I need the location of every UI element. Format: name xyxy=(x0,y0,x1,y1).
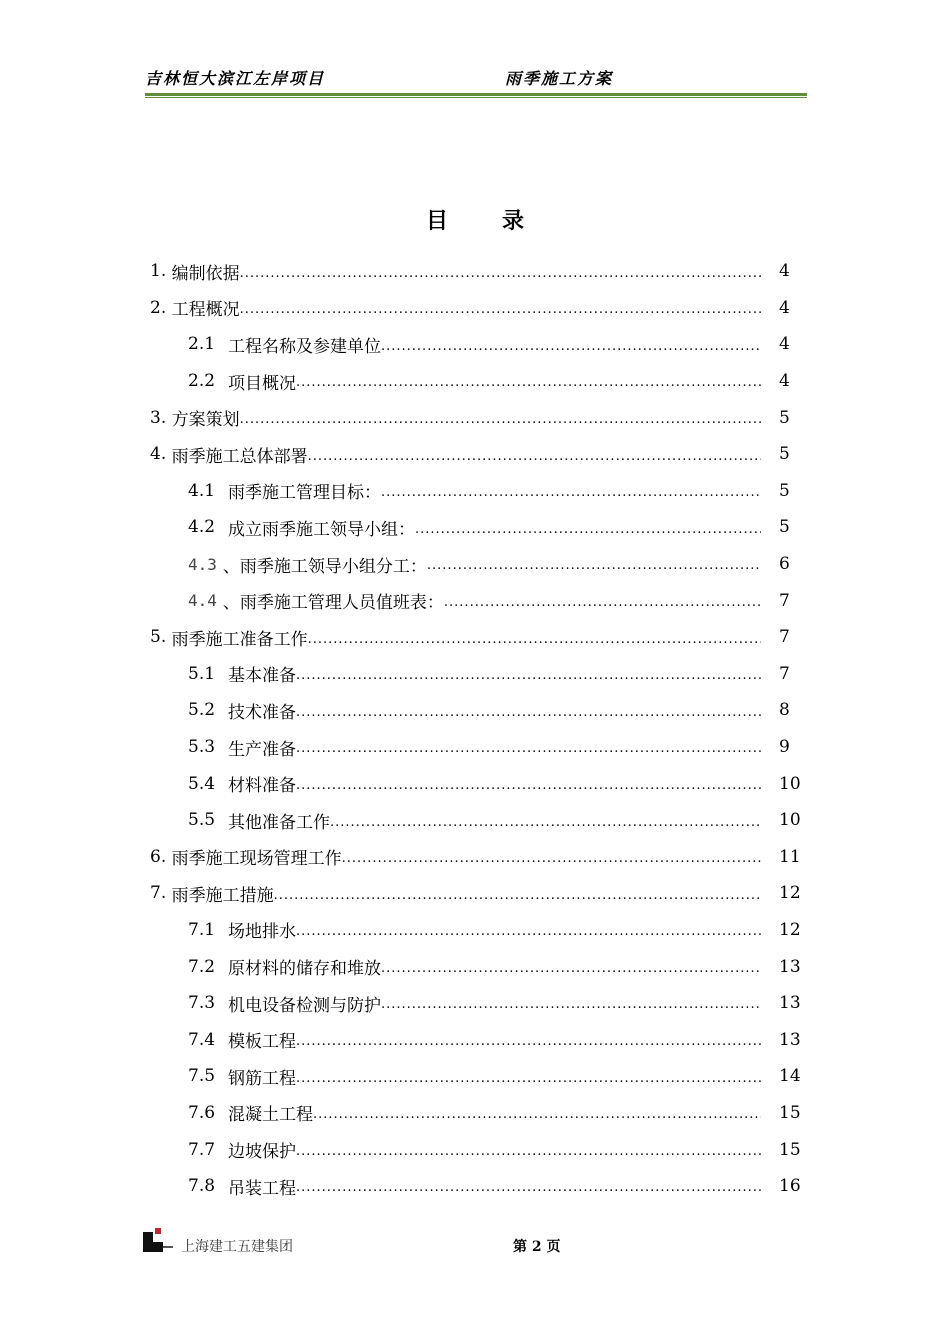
toc-entry-number: 2.2 xyxy=(188,371,216,392)
toc-entry-number: 7.4 xyxy=(188,1029,216,1050)
toc-entry[interactable] xyxy=(150,546,805,583)
toc-entry-page: 6 xyxy=(779,554,790,575)
toc-entry-number: 6. xyxy=(150,846,172,867)
toc-entry-label: 场地排水 xyxy=(228,922,296,943)
toc-entry-number: 3. xyxy=(150,407,172,428)
toc-dot-leader xyxy=(274,888,761,912)
toc-entry[interactable] xyxy=(150,912,805,949)
toc-entry[interactable] xyxy=(150,436,805,473)
toc-entry[interactable] xyxy=(150,363,805,400)
company-logo-icon xyxy=(143,1228,173,1252)
toc-entry-number: 2.1 xyxy=(188,334,216,355)
toc-entry[interactable] xyxy=(150,290,805,327)
toc-entry[interactable] xyxy=(150,1058,805,1095)
toc-entry-label: 边坡保护 xyxy=(228,1142,296,1163)
toc-title xyxy=(0,204,950,235)
toc-entry-number: 7.3 xyxy=(188,993,216,1014)
toc-entry-number: 7.2 xyxy=(188,956,216,977)
toc-entry-label: 基本准备 xyxy=(228,666,296,687)
toc-dot-leader xyxy=(308,449,761,473)
toc-dot-leader xyxy=(240,266,761,290)
toc-entry-number: 4.3 xyxy=(188,554,217,574)
toc-dot-leader xyxy=(415,522,761,546)
toc-entry-label: 成立雨季施工领导小组： xyxy=(228,519,415,540)
toc-entry-label: 雨季施工准备工作 xyxy=(171,629,308,650)
toc-dot-leader xyxy=(240,302,761,326)
toc-entry-label: 雨季施工管理目标： xyxy=(228,483,381,504)
toc-entry-page: 7 xyxy=(779,590,790,611)
toc-entry-label: 技术准备 xyxy=(228,702,296,723)
toc-dot-leader xyxy=(296,1144,761,1168)
toc-entry-page: 12 xyxy=(779,919,801,940)
toc-dot-leader xyxy=(296,705,761,729)
toc-entry[interactable] xyxy=(150,509,805,546)
toc-entry[interactable] xyxy=(150,1021,805,1058)
toc-entry-label: 编制依据 xyxy=(171,263,240,284)
toc-entry-label: 雨季施工措施 xyxy=(171,885,274,906)
toc-dot-leader xyxy=(296,668,761,692)
toc-dot-leader xyxy=(240,412,761,436)
footer-company-name: 上海建工五建集团 xyxy=(181,1239,293,1255)
toc-entry-label: 混凝土工程 xyxy=(228,1105,313,1126)
toc-entry[interactable] xyxy=(150,729,805,766)
toc-entry-label: 机电设备检测与防护 xyxy=(228,995,381,1016)
header-rule-thick xyxy=(145,93,807,96)
toc-entry-label: 原材料的储存和堆放 xyxy=(228,959,381,980)
toc-entry[interactable] xyxy=(150,839,805,876)
toc-dot-leader xyxy=(313,1107,761,1131)
toc-entry-page: 15 xyxy=(779,1102,801,1123)
toc-entry[interactable] xyxy=(150,473,805,510)
toc-entry[interactable] xyxy=(150,326,805,363)
toc-entry[interactable] xyxy=(150,692,805,729)
toc-dot-leader xyxy=(427,558,761,582)
toc-dot-leader xyxy=(308,632,761,656)
toc-dot-leader xyxy=(296,924,761,948)
toc-entry-number: 2. xyxy=(150,297,172,318)
toc-entry-page: 13 xyxy=(779,956,801,977)
toc-entry-number: 5.5 xyxy=(188,810,216,831)
toc-entry-label: 工程概况 xyxy=(171,300,240,321)
toc-entry-label: 项目概况 xyxy=(228,373,296,394)
toc-entry-label: 吊装工程 xyxy=(228,1178,296,1199)
toc-entry-page: 4 xyxy=(779,261,790,282)
toc-entry[interactable] xyxy=(150,1095,805,1132)
toc-entry-label: 其他准备工作 xyxy=(228,812,330,833)
toc-entry-page: 5 xyxy=(779,517,790,538)
toc-entry-label: 钢筋工程 xyxy=(228,1068,296,1089)
toc-entry-label: 生产准备 xyxy=(228,739,296,760)
toc-entry[interactable] xyxy=(150,948,805,985)
toc-dot-leader xyxy=(296,1071,761,1095)
toc-entry-page: 4 xyxy=(779,297,790,318)
toc-dot-leader xyxy=(381,485,761,509)
toc-dot-leader xyxy=(296,375,761,399)
toc-entry-page: 10 xyxy=(779,773,801,794)
toc-entry-number: 7.6 xyxy=(188,1102,216,1123)
toc-entry-page: 5 xyxy=(779,444,790,465)
toc-entry-number: 4.1 xyxy=(188,480,216,501)
toc-entry-number: 7.5 xyxy=(188,1066,216,1087)
toc-entry-page: 7 xyxy=(779,663,790,684)
toc-entry-page: 15 xyxy=(779,1139,801,1160)
toc-dot-leader xyxy=(342,851,761,875)
toc-entry-number: 4.4 xyxy=(188,591,217,611)
toc-entry-page: 4 xyxy=(779,334,790,355)
toc-entry-number: 7.7 xyxy=(188,1139,216,1160)
toc-entry[interactable] xyxy=(150,399,805,436)
toc-entry-page: 10 xyxy=(779,810,801,831)
toc-entry-page: 12 xyxy=(779,883,801,904)
toc-entry-label: 材料准备 xyxy=(228,776,296,797)
header-project-name: 吉林恒大滨江左岸项目 xyxy=(145,69,326,88)
toc-entry-page: 8 xyxy=(779,700,790,721)
toc-dot-leader xyxy=(296,1034,761,1058)
toc-entry-page: 13 xyxy=(779,993,801,1014)
footer-page-number: 第 2 页 xyxy=(513,1239,561,1255)
toc-entry-label: 工程名称及参建单位 xyxy=(228,336,381,357)
toc-entry-label: 、雨季施工领导小组分工： xyxy=(222,556,427,577)
toc-entry-number: 1. xyxy=(150,261,172,282)
toc-entry[interactable] xyxy=(150,1131,805,1168)
toc-dot-leader xyxy=(444,595,761,619)
toc-entry-number: 5. xyxy=(150,627,172,648)
toc-entry-label: 、雨季施工管理人员值班表： xyxy=(222,593,444,614)
toc-dot-leader xyxy=(296,778,761,802)
toc-entry-page: 16 xyxy=(779,1176,801,1197)
toc-entry-number: 7.8 xyxy=(188,1176,216,1197)
toc-entry-number: 5.4 xyxy=(188,773,216,794)
header-document-title: 雨季施工方案 xyxy=(505,69,614,88)
toc-entry[interactable] xyxy=(150,765,805,802)
toc-entry-page: 4 xyxy=(779,371,790,392)
toc-entry-label: 雨季施工现场管理工作 xyxy=(171,849,342,870)
toc-entry-label: 雨季施工总体部署 xyxy=(171,446,308,467)
toc-dot-leader xyxy=(381,339,761,363)
toc-title-char-2: 录 xyxy=(502,209,525,234)
table-of-contents xyxy=(150,253,805,1204)
toc-entry[interactable] xyxy=(150,1168,805,1205)
toc-entry-page: 9 xyxy=(779,737,790,758)
toc-entry-page: 5 xyxy=(779,480,790,501)
toc-entry-page: 11 xyxy=(779,846,801,867)
toc-title-char-1: 目 xyxy=(425,209,448,234)
toc-entry-number: 5.1 xyxy=(188,663,216,684)
toc-entry[interactable] xyxy=(150,619,805,656)
toc-dot-leader xyxy=(296,741,761,765)
toc-entry[interactable] xyxy=(150,253,805,290)
toc-entry-page: 7 xyxy=(779,627,790,648)
toc-entry-number: 4.2 xyxy=(188,517,216,538)
toc-entry-number: 7. xyxy=(150,883,172,904)
toc-entry-page: 5 xyxy=(779,407,790,428)
toc-entry-label: 方案策划 xyxy=(171,410,240,431)
toc-entry-number: 7.1 xyxy=(188,919,216,940)
toc-dot-leader xyxy=(381,961,761,985)
toc-entry[interactable] xyxy=(150,656,805,693)
toc-entry-number: 5.2 xyxy=(188,700,216,721)
toc-entry[interactable] xyxy=(150,802,805,839)
toc-dot-leader xyxy=(381,997,761,1021)
toc-entry-number: 5.3 xyxy=(188,737,216,758)
toc-entry[interactable] xyxy=(150,875,805,912)
toc-entry-number: 4. xyxy=(150,444,172,465)
page-footer xyxy=(143,1228,805,1258)
toc-entry[interactable] xyxy=(150,582,805,619)
toc-dot-leader xyxy=(330,815,761,839)
toc-entry-label: 模板工程 xyxy=(228,1032,296,1053)
toc-dot-leader xyxy=(296,1180,761,1204)
header-rule-thin xyxy=(145,97,807,98)
toc-entry-page: 14 xyxy=(779,1066,801,1087)
toc-entry[interactable] xyxy=(150,985,805,1022)
toc-entry-page: 13 xyxy=(779,1029,801,1050)
